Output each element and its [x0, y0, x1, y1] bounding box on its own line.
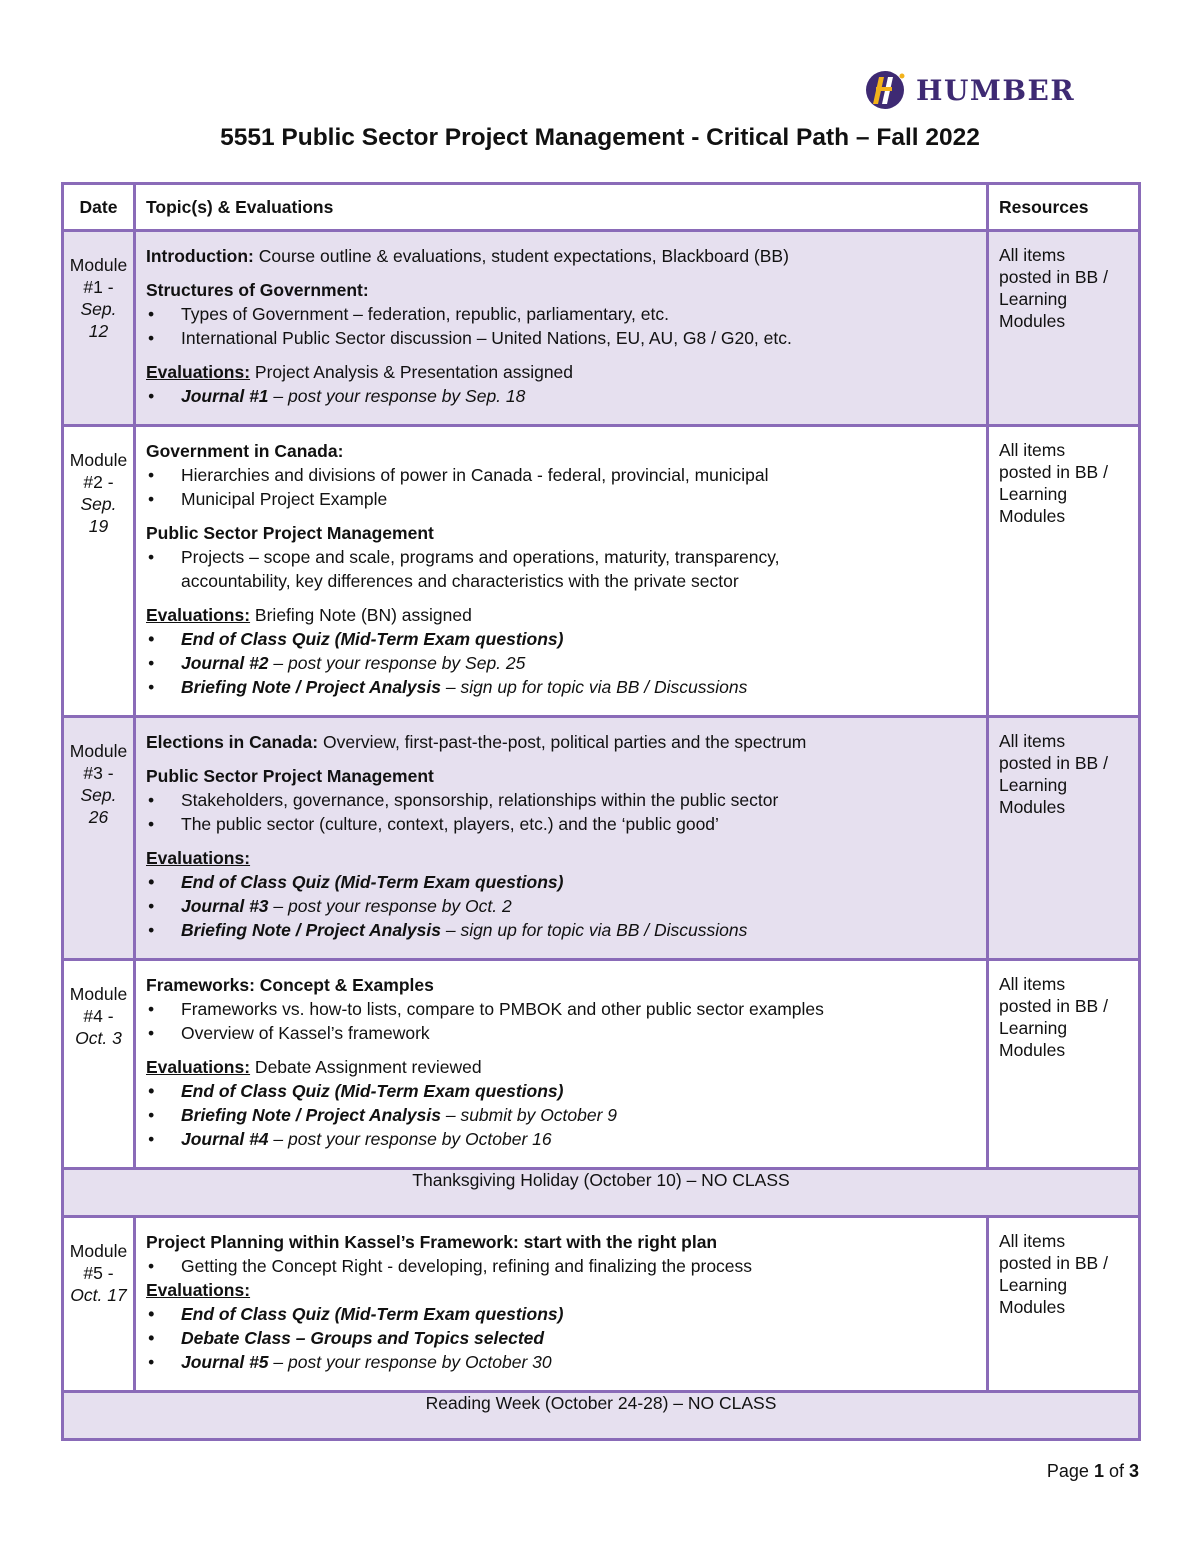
- module-1-resources: [988, 231, 1140, 426]
- resource-line: Modules: [999, 1297, 1066, 1317]
- table-header-row: [63, 184, 1140, 231]
- module-3-topics: [135, 717, 988, 960]
- module-date: Oct. 17: [70, 1285, 127, 1305]
- module-number: #2 -: [83, 472, 114, 492]
- humber-logo: [866, 70, 1075, 110]
- intro-label: Elections in Canada:: [146, 732, 319, 752]
- list-item: • Hierarchies and divisions of power in Canada - federal, provincial, municipal: [146, 463, 976, 487]
- resource-line: posted in BB /: [999, 1253, 1108, 1273]
- resource-line: posted in BB /: [999, 996, 1108, 1016]
- intro-label: Introduction:: [146, 246, 254, 266]
- humber-emblem-icon: [866, 70, 908, 110]
- resource-line: Learning: [999, 1275, 1068, 1295]
- list-item: [146, 1127, 976, 1151]
- list-item: [146, 651, 976, 675]
- list-item: • Types of Government – federation, republic, parliamentary, etc.: [146, 302, 976, 326]
- module-3-date: [63, 717, 135, 960]
- module-number: #1 -: [83, 277, 114, 297]
- module-4-topics: [135, 960, 988, 1169]
- page-word: Page: [1046, 1461, 1094, 1481]
- resource-line: Learning: [999, 289, 1068, 309]
- quiz-item: • End of Class Quiz (Mid-Term Exam questions): [146, 1302, 976, 1326]
- evaluations-label: Evaluations:: [146, 848, 251, 868]
- list-item-line: Projects – scope and scale, programs and operations, maturity, transparency,: [181, 547, 780, 567]
- list-item: • Frameworks vs. how-to lists, compare to PMBOK and other public sector examples: [146, 997, 976, 1021]
- section-heading: Project Planning within Kassel’s Framework: start with the right plan: [146, 1232, 718, 1252]
- evaluations-label: Evaluations:: [146, 1280, 251, 1300]
- list-item: [146, 918, 976, 942]
- module-number: #5 -: [83, 1263, 114, 1283]
- briefing-deadline: – sign up for topic via BB / Discussions: [440, 920, 748, 940]
- resource-line: All items: [999, 731, 1066, 751]
- module-1-date: [63, 231, 135, 426]
- evaluations-label: Evaluations:: [146, 605, 251, 625]
- journal-deadline: – post your response by Oct. 2: [268, 896, 512, 916]
- module-4-date: [63, 960, 135, 1169]
- journal-deadline: – post your response by October 30: [268, 1352, 552, 1372]
- module-date-month: Sep.: [80, 785, 117, 805]
- holiday-row: [63, 1169, 1140, 1217]
- evaluations-label: Evaluations:: [146, 1057, 251, 1077]
- resource-line: Learning: [999, 1018, 1068, 1038]
- module-number: #4 -: [83, 1006, 114, 1026]
- section-heading: Frameworks: Concept & Examples: [146, 975, 434, 995]
- resource-line: All items: [999, 974, 1066, 994]
- section-heading: Government in Canada:: [146, 441, 344, 461]
- module-number: #3 -: [83, 763, 114, 783]
- list-item: [146, 1103, 976, 1127]
- resource-line: All items: [999, 1231, 1066, 1251]
- resource-line: Modules: [999, 797, 1066, 817]
- evaluations-label: Evaluations:: [146, 362, 251, 382]
- journal-label: Journal #5: [181, 1352, 269, 1372]
- logo-wordmark: HUMBER: [916, 73, 1076, 107]
- module-2-topics: [135, 426, 988, 717]
- briefing-label: Briefing Note / Project Analysis: [181, 677, 441, 697]
- module-date-month: Sep.: [80, 494, 117, 514]
- module-label: Module: [69, 255, 128, 275]
- module-label: Module: [69, 450, 128, 470]
- briefing-label: Briefing Note / Project Analysis: [181, 920, 441, 940]
- header-date: Date: [63, 184, 135, 231]
- debate-item: • Debate Class – Groups and Topics selected: [146, 1326, 976, 1350]
- module-5-row: [63, 1217, 1140, 1392]
- resource-line: Modules: [999, 506, 1066, 526]
- resource-line: posted in BB /: [999, 267, 1108, 287]
- module-1-topics: [135, 231, 988, 426]
- holiday-note: Thanksgiving Holiday (October 10) – NO CLASS: [63, 1169, 1140, 1217]
- module-5-resources: [988, 1217, 1140, 1392]
- quiz-item: • End of Class Quiz (Mid-Term Exam questions): [146, 627, 976, 651]
- list-item: [146, 384, 976, 408]
- module-4-row: [63, 960, 1140, 1169]
- list-item: • The public sector (culture, context, players, etc.) and the ‘public good’: [146, 812, 976, 836]
- resource-line: Modules: [999, 311, 1066, 331]
- module-5-topics: [135, 1217, 988, 1392]
- resource-line: Learning: [999, 484, 1068, 504]
- page-title: 5551 Public Sector Project Management - Critical Path – Fall 2022: [220, 124, 980, 151]
- list-item: • Getting the Concept Right - developing, refining and finalizing the process: [146, 1254, 976, 1278]
- journal-label: Journal #1: [181, 386, 269, 406]
- evaluations-text: Debate Assignment reviewed: [250, 1057, 482, 1077]
- module-date-month: Sep.: [80, 299, 117, 319]
- list-item: • International Public Sector discussion – United Nations, EU, AU, G8 / G20, etc.: [146, 326, 976, 350]
- module-2-resources: [988, 426, 1140, 717]
- intro-text: Overview, first-past-the-post, political parties and the spectrum: [318, 732, 807, 752]
- module-date-day: 26: [88, 807, 109, 827]
- section-heading: Public Sector Project Management: [146, 766, 434, 786]
- page-number: [1047, 1461, 1139, 1482]
- list-item: [146, 1350, 976, 1374]
- quiz-item: • End of Class Quiz (Mid-Term Exam questions): [146, 870, 976, 894]
- current-page: 1: [1093, 1461, 1104, 1481]
- briefing-label: Briefing Note / Project Analysis: [181, 1105, 441, 1125]
- list-item: [146, 675, 976, 699]
- module-label: Module: [69, 984, 128, 1004]
- module-label: Module: [69, 741, 128, 761]
- list-item-line: accountability, key differences and characteristics with the private sector: [181, 571, 739, 591]
- module-label: Module: [69, 1241, 128, 1261]
- resource-line: posted in BB /: [999, 462, 1108, 482]
- header-topics: Topic(s) & Evaluations: [135, 184, 988, 231]
- section-heading: Structures of Government:: [146, 280, 369, 300]
- module-1-row: [63, 231, 1140, 426]
- quiz-item: • End of Class Quiz (Mid-Term Exam questions): [146, 1079, 976, 1103]
- total-pages: 3: [1128, 1461, 1139, 1481]
- reading-week-note: Reading Week (October 24-28) – NO CLASS: [63, 1392, 1140, 1440]
- module-date-day: 19: [88, 516, 109, 536]
- reading-week-row: [63, 1392, 1140, 1440]
- evaluations-text: Project Analysis & Presentation assigned: [250, 362, 574, 382]
- schedule-table: [61, 182, 1141, 1441]
- module-2-date: [63, 426, 135, 717]
- of-word: of: [1103, 1461, 1129, 1481]
- briefing-deadline: – submit by October 9: [440, 1105, 618, 1125]
- list-item: • Overview of Kassel’s framework: [146, 1021, 976, 1045]
- intro-text: Course outline & evaluations, student expectations, Blackboard (BB): [253, 246, 789, 266]
- header-resources: Resources: [988, 184, 1140, 231]
- resource-line: All items: [999, 440, 1066, 460]
- journal-deadline: – post your response by October 16: [268, 1129, 552, 1149]
- module-2-row: [63, 426, 1140, 717]
- module-3-row: [63, 717, 1140, 960]
- journal-deadline: – post your response by Sep. 25: [268, 653, 526, 673]
- list-item: [146, 545, 976, 593]
- resource-line: Learning: [999, 775, 1068, 795]
- list-item: • Stakeholders, governance, sponsorship, relationships within the public sector: [146, 788, 976, 812]
- journal-label: Journal #3: [181, 896, 269, 916]
- journal-deadline: – post your response by Sep. 18: [268, 386, 526, 406]
- resource-line: Modules: [999, 1040, 1066, 1060]
- resource-line: posted in BB /: [999, 753, 1108, 773]
- module-date: Oct. 3: [75, 1028, 122, 1048]
- module-4-resources: [988, 960, 1140, 1169]
- resource-line: All items: [999, 245, 1066, 265]
- evaluations-text: Briefing Note (BN) assigned: [250, 605, 472, 625]
- list-item: • Municipal Project Example: [146, 487, 976, 511]
- section-heading: Public Sector Project Management: [146, 523, 434, 543]
- journal-label: Journal #4: [181, 1129, 269, 1149]
- module-3-resources: [988, 717, 1140, 960]
- module-5-date: [63, 1217, 135, 1392]
- module-date-day: 12: [88, 321, 109, 341]
- briefing-deadline: – sign up for topic via BB / Discussions: [440, 677, 748, 697]
- list-item: [146, 894, 976, 918]
- journal-label: Journal #2: [181, 653, 269, 673]
